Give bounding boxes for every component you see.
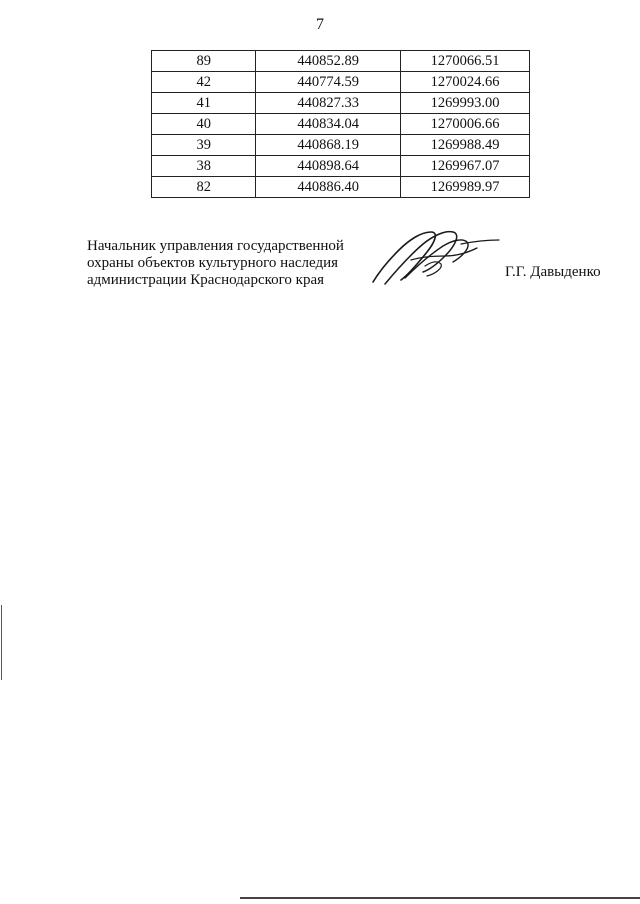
y-coordinate-cell: 1270024.66: [401, 72, 530, 93]
table-row: [152, 51, 530, 72]
x-coordinate-cell: 440774.59: [256, 72, 401, 93]
position-line: администрации Краснодарского края: [87, 272, 325, 288]
position-line: охраны объектов культурного наследия: [87, 255, 339, 271]
point-number-cell: 40: [152, 114, 256, 135]
position-line: Начальник управления государственной: [87, 238, 344, 254]
signer-name: Г.Г. Давыденко: [505, 264, 601, 280]
table-row: [152, 156, 530, 177]
y-coordinate-cell: 1270066.51: [401, 51, 530, 72]
y-coordinate-cell: 1269988.49: [401, 135, 530, 156]
point-number-cell: 82: [152, 177, 256, 198]
coordinates-table: [151, 50, 530, 198]
table-row: [152, 72, 530, 93]
signatory-position: [87, 238, 344, 289]
y-coordinate-cell: 1270006.66: [401, 114, 530, 135]
point-number-cell: 42: [152, 72, 256, 93]
x-coordinate-cell: 440827.33: [256, 93, 401, 114]
scan-edge-line: [240, 897, 640, 899]
x-coordinate-cell: 440898.64: [256, 156, 401, 177]
point-number-cell: 38: [152, 156, 256, 177]
x-coordinate-cell: 440834.04: [256, 114, 401, 135]
table-row: [152, 93, 530, 114]
table-row: [152, 114, 530, 135]
handwritten-signature: [365, 220, 505, 290]
point-number-cell: 89: [152, 51, 256, 72]
table-row: [152, 177, 530, 198]
table-row: [152, 135, 530, 156]
x-coordinate-cell: 440868.19: [256, 135, 401, 156]
coordinates-table-body: [152, 51, 530, 198]
point-number-cell: 41: [152, 93, 256, 114]
scan-edge-mark: [1, 605, 2, 680]
x-coordinate-cell: 440852.89: [256, 51, 401, 72]
point-number-cell: 39: [152, 135, 256, 156]
y-coordinate-cell: 1269993.00: [401, 93, 530, 114]
y-coordinate-cell: 1269967.07: [401, 156, 530, 177]
y-coordinate-cell: 1269989.97: [401, 177, 530, 198]
page-number: 7: [316, 16, 324, 33]
x-coordinate-cell: 440886.40: [256, 177, 401, 198]
